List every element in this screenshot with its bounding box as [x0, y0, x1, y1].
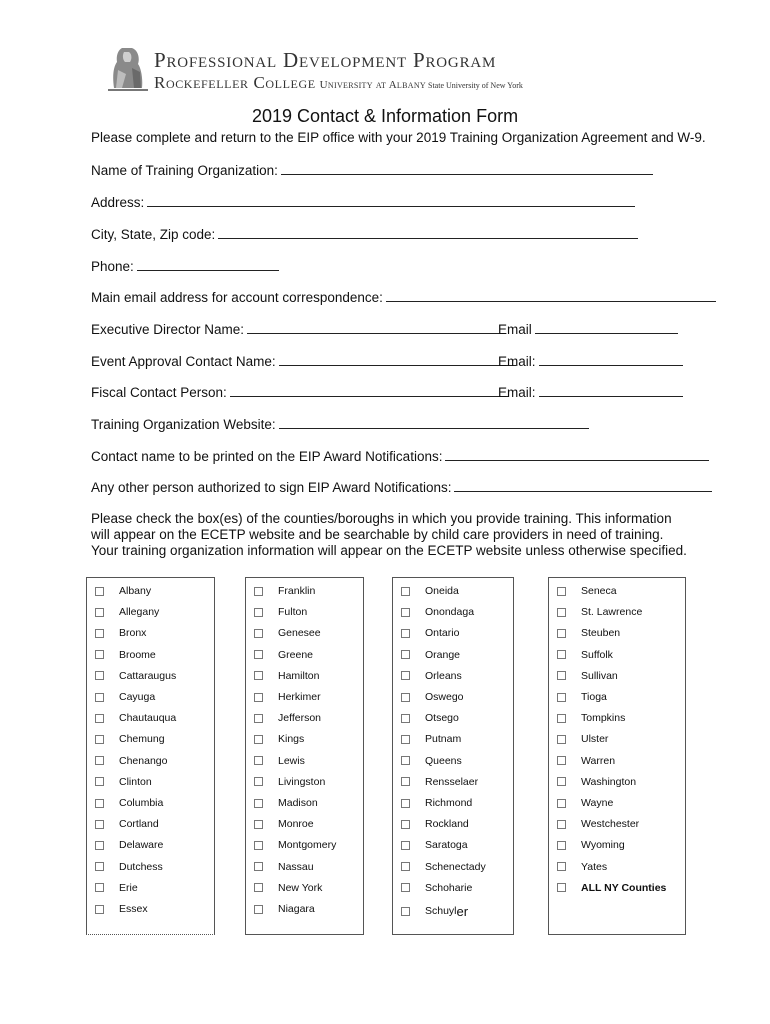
county-checkbox-item[interactable] — [254, 795, 318, 811]
county-label: Sullivan — [581, 669, 618, 682]
city-state-zip-label: City, State, Zip code: — [91, 227, 216, 242]
exec-director-label: Executive Director Name: — [91, 322, 245, 337]
checkbox[interactable] — [95, 650, 104, 659]
county-checkbox-item[interactable] — [401, 731, 461, 747]
award-contact-field — [91, 448, 709, 466]
checkbox[interactable] — [254, 693, 263, 702]
phone-line[interactable] — [137, 258, 279, 271]
phone-field — [91, 258, 279, 276]
checkbox[interactable] — [254, 756, 263, 765]
checkbox[interactable] — [401, 629, 410, 638]
county-label: Livingston — [278, 775, 326, 788]
suny-name: State University of New York — [428, 81, 523, 90]
checkbox[interactable] — [557, 587, 566, 596]
county-label: Niagara — [278, 903, 315, 915]
checkbox[interactable] — [95, 841, 104, 850]
checkbox[interactable] — [95, 905, 104, 914]
county-label: Warren — [581, 754, 616, 767]
checkbox[interactable] — [401, 883, 410, 892]
county-checkbox-item[interactable] — [95, 837, 163, 853]
main-email-field — [91, 289, 716, 307]
county-checkbox-item[interactable] — [557, 625, 620, 641]
checkbox[interactable] — [401, 650, 410, 659]
county-checkbox-item[interactable] — [254, 710, 321, 726]
county-checkbox-item[interactable] — [557, 647, 613, 663]
county-checkbox-item[interactable] — [401, 625, 459, 641]
fiscal-contact-field — [91, 384, 508, 402]
county-label: Erie — [119, 881, 138, 894]
event-email-line[interactable] — [539, 353, 683, 366]
county-checkbox-item[interactable] — [254, 689, 321, 705]
checkbox[interactable] — [557, 650, 566, 659]
fiscal-email-label: Email: — [498, 385, 536, 400]
county-column-3 — [392, 577, 514, 935]
county-label: Broome — [119, 648, 156, 661]
county-label: Putnam — [425, 733, 462, 746]
award-contact-line[interactable] — [445, 448, 709, 461]
county-checkbox-item[interactable] — [254, 837, 336, 853]
checkbox[interactable] — [557, 608, 566, 617]
county-checkbox-item[interactable] — [95, 647, 156, 663]
county-checkbox-item[interactable] — [557, 583, 617, 599]
county-checkbox-item[interactable] — [254, 668, 319, 684]
county-label: Dutchess — [119, 860, 163, 873]
county-checkbox-item[interactable] — [95, 774, 152, 790]
county-checkbox-item[interactable] — [95, 668, 176, 684]
county-label: Rockland — [425, 818, 469, 831]
checkbox[interactable] — [95, 587, 104, 596]
county-checkbox-item[interactable] — [254, 753, 305, 769]
checkbox[interactable] — [254, 714, 263, 723]
checkbox[interactable] — [401, 907, 410, 916]
program-logo — [108, 44, 538, 94]
other-signer-field — [91, 479, 712, 497]
county-checkbox-item[interactable] — [557, 710, 625, 726]
county-checkbox-item[interactable] — [254, 583, 315, 599]
county-label: Seneca — [581, 585, 617, 597]
address-line[interactable] — [147, 194, 635, 207]
checkbox[interactable] — [401, 777, 410, 786]
event-contact-field — [91, 353, 516, 371]
county-label-suffix: er — [456, 903, 469, 919]
county-checkbox-item[interactable] — [254, 774, 325, 790]
program-title: Professional Development Program — [154, 48, 497, 72]
checkbox[interactable] — [557, 777, 566, 786]
county-label: Madison — [278, 797, 318, 809]
county-checkbox-item[interactable] — [557, 880, 666, 896]
checkbox[interactable] — [254, 587, 263, 596]
county-checkbox-item[interactable] — [95, 710, 176, 726]
county-label: Schoharie — [425, 881, 473, 894]
county-checkbox-item[interactable] — [95, 795, 163, 811]
checkbox[interactable] — [254, 629, 263, 638]
county-label: Franklin — [278, 585, 316, 597]
event-contact-line[interactable] — [279, 353, 516, 366]
county-checkbox-item[interactable] — [557, 837, 625, 853]
college-name: Rockefeller College — [154, 73, 316, 92]
checkbox[interactable] — [401, 820, 410, 829]
checkbox[interactable] — [95, 883, 104, 892]
checkbox[interactable] — [401, 756, 410, 765]
main-email-line[interactable] — [386, 289, 716, 302]
checkbox[interactable] — [95, 820, 104, 829]
checkbox[interactable] — [254, 608, 263, 617]
county-checkbox-item[interactable] — [401, 859, 486, 875]
county-checkbox-item[interactable] — [557, 689, 607, 705]
county-checkbox-item[interactable] — [95, 604, 159, 620]
checkbox[interactable] — [557, 714, 566, 723]
event-email-field — [498, 353, 683, 369]
county-label: Oneida — [425, 585, 459, 597]
county-label: Albany — [119, 585, 152, 597]
checkbox[interactable] — [254, 862, 263, 871]
other-signer-label: Any other person authorized to sign EIP Award Notifications: — [91, 480, 452, 495]
county-label: Otsego — [425, 712, 459, 725]
event-contact-label: Event Approval Contact Name: — [91, 354, 276, 369]
county-label: Kings — [278, 733, 305, 746]
county-checkbox-item[interactable] — [254, 625, 321, 641]
county-checkbox-item[interactable] — [401, 668, 462, 684]
county-label: Tioga — [581, 691, 607, 703]
county-label: Columbia — [119, 797, 164, 809]
county-checkbox-item[interactable] — [557, 795, 613, 811]
county-checkbox-item[interactable] — [401, 795, 472, 811]
county-checkbox-item[interactable] — [557, 731, 608, 747]
county-checkbox-item[interactable] — [557, 604, 642, 620]
checkbox[interactable] — [254, 650, 263, 659]
counties-instructions: Please check the box(es) of the counties/boroughs in which you provide training. This information will appear on the ECETP website and be searchable by child care providers in need of training. Your training organization information will appear on the ECETP website unless otherwise specified. — [91, 511, 687, 558]
checkbox[interactable] — [95, 608, 104, 617]
exec-email-line[interactable] — [535, 321, 678, 334]
county-checkbox-item[interactable] — [254, 647, 313, 663]
county-label: Washington — [581, 775, 637, 788]
county-checkbox-item[interactable] — [95, 816, 159, 832]
form-title: 2019 Contact & Information Form — [251, 106, 519, 126]
county-checkbox-item[interactable] — [95, 583, 151, 599]
checkbox[interactable] — [557, 756, 566, 765]
county-checkbox-item[interactable] — [557, 859, 607, 875]
checkbox[interactable] — [95, 629, 104, 638]
county-checkbox-item[interactable] — [401, 710, 459, 726]
county-checkbox-item[interactable] — [254, 901, 315, 917]
county-label: Clinton — [119, 775, 152, 788]
county-label: Lewis — [278, 754, 305, 767]
county-checkbox-item[interactable] — [254, 859, 314, 875]
county-label: Schuyl — [425, 905, 457, 917]
county-label: Suffolk — [581, 648, 613, 661]
exec-email-field — [498, 321, 678, 337]
county-label: Cortland — [119, 818, 159, 831]
county-column-1 — [86, 577, 215, 935]
award-contact-label: Contact name to be printed on the EIP Award Notifications: — [91, 449, 443, 464]
website-field — [91, 416, 589, 434]
checkbox[interactable] — [254, 799, 263, 808]
rockefeller-statue-icon — [108, 44, 148, 92]
checkbox[interactable] — [254, 820, 263, 829]
college-line — [154, 73, 523, 93]
county-label: Chenango — [119, 754, 168, 767]
county-column-2 — [245, 577, 364, 935]
form-instructions: Please complete and return to the EIP office with your 2019 Training Organization Agreement and W-9. — [91, 130, 706, 145]
phone-label: Phone: — [91, 259, 134, 274]
checkbox[interactable] — [95, 693, 104, 702]
county-label: Chemung — [119, 733, 165, 746]
county-checkbox-item[interactable] — [401, 583, 459, 599]
county-label: Rensselaer — [425, 775, 479, 788]
county-checkbox-item[interactable] — [254, 880, 322, 896]
checkbox[interactable] — [557, 671, 566, 680]
checkbox[interactable] — [401, 587, 410, 596]
city-state-zip-field — [91, 226, 638, 244]
county-label: Schenectady — [425, 860, 486, 873]
county-checkbox-item[interactable] — [401, 816, 469, 832]
county-checkbox-item[interactable] — [557, 668, 618, 684]
exec-director-field — [91, 321, 504, 339]
checkbox[interactable] — [401, 735, 410, 744]
county-column-4 — [548, 577, 686, 935]
org-name-line[interactable] — [281, 162, 653, 175]
checkbox[interactable] — [254, 841, 263, 850]
checkbox[interactable] — [401, 671, 410, 680]
county-checkbox-item[interactable] — [95, 901, 148, 917]
event-email-label: Email: — [498, 354, 536, 369]
county-checkbox-item[interactable] — [401, 774, 478, 790]
county-checkbox-item[interactable] — [401, 880, 472, 896]
county-label: St. Lawrence — [581, 606, 643, 619]
checkbox[interactable] — [557, 820, 566, 829]
county-label: Yates — [581, 860, 608, 873]
county-checkbox-item[interactable] — [254, 816, 314, 832]
checkbox[interactable] — [557, 799, 566, 808]
county-checkbox-item[interactable] — [95, 625, 146, 641]
county-label: Essex — [119, 903, 148, 915]
county-label: Steuben — [581, 627, 621, 640]
county-label: Bronx — [119, 627, 147, 640]
county-label: Richmond — [425, 797, 473, 809]
checkbox[interactable] — [254, 905, 263, 914]
county-label: Westchester — [581, 818, 640, 831]
org-name-field — [91, 162, 653, 180]
fiscal-email-field — [498, 384, 683, 400]
checkbox[interactable] — [95, 756, 104, 765]
county-checkbox-item[interactable] — [401, 903, 468, 919]
fiscal-contact-label: Fiscal Contact Person: — [91, 385, 227, 400]
county-checkbox-item[interactable] — [95, 731, 165, 747]
checkbox[interactable] — [95, 714, 104, 723]
county-label: Delaware — [119, 839, 164, 852]
checkbox[interactable] — [95, 735, 104, 744]
county-checkbox-item[interactable] — [95, 689, 155, 705]
checkbox[interactable] — [254, 671, 263, 680]
checkbox[interactable] — [254, 735, 263, 744]
checkbox[interactable] — [557, 883, 566, 892]
fiscal-contact-line[interactable] — [230, 384, 508, 397]
county-checkbox-item[interactable] — [95, 859, 163, 875]
county-label: Onondaga — [425, 606, 475, 619]
checkbox[interactable] — [95, 671, 104, 680]
county-checkbox-item[interactable] — [557, 774, 636, 790]
checkbox[interactable] — [254, 883, 263, 892]
checkbox[interactable] — [95, 799, 104, 808]
checkbox[interactable] — [401, 841, 410, 850]
checkbox[interactable] — [557, 693, 566, 702]
checkbox[interactable] — [557, 735, 566, 744]
county-checkbox-item[interactable] — [401, 753, 462, 769]
checkbox[interactable] — [557, 629, 566, 638]
org-name-label: Name of Training Organization: — [91, 163, 278, 178]
county-label: Monroe — [278, 818, 314, 831]
county-label: Cayuga — [119, 691, 156, 703]
county-label: Oswego — [425, 691, 464, 703]
county-label: Jefferson — [278, 712, 321, 725]
county-checkbox-item[interactable] — [401, 689, 464, 705]
county-label: Herkimer — [278, 691, 321, 703]
checkbox[interactable] — [557, 841, 566, 850]
exec-director-line[interactable] — [247, 321, 504, 334]
main-email-label: Main email address for account correspondence: — [91, 290, 383, 305]
other-signer-line[interactable] — [454, 479, 712, 492]
county-checkbox-item[interactable] — [557, 816, 639, 832]
checkbox[interactable] — [401, 608, 410, 617]
county-label: Orleans — [425, 669, 462, 682]
checkbox[interactable] — [95, 862, 104, 871]
county-label: Nassau — [278, 860, 314, 873]
county-label: Greene — [278, 648, 314, 661]
checkbox[interactable] — [95, 777, 104, 786]
county-checkbox-item[interactable] — [401, 837, 468, 853]
checkbox[interactable] — [401, 714, 410, 723]
checkbox[interactable] — [401, 799, 410, 808]
checkbox[interactable] — [557, 862, 566, 871]
checkbox[interactable] — [401, 693, 410, 702]
city-state-zip-line[interactable] — [218, 226, 638, 239]
checkbox[interactable] — [401, 862, 410, 871]
county-label: Ontario — [425, 627, 460, 640]
county-checkbox-item[interactable] — [95, 753, 167, 769]
county-label: Orange — [425, 648, 461, 661]
address-label: Address: — [91, 195, 145, 210]
county-label: Saratoga — [425, 839, 468, 852]
county-label: Queens — [425, 754, 462, 767]
county-checkbox-item[interactable] — [557, 753, 615, 769]
county-label: Wyoming — [581, 839, 625, 852]
county-label: Genesee — [278, 627, 321, 640]
website-line[interactable] — [279, 416, 589, 429]
county-label: Ulster — [581, 733, 609, 746]
university-name: University at Albany — [319, 79, 426, 91]
exec-email-label: Email — [498, 322, 532, 337]
county-label: Hamilton — [278, 669, 320, 682]
county-label: Wayne — [581, 797, 614, 809]
address-field — [91, 194, 635, 212]
county-label: Cattaraugus — [119, 669, 177, 682]
checkbox[interactable] — [254, 777, 263, 786]
county-label: Fulton — [278, 606, 308, 619]
website-label: Training Organization Website: — [91, 417, 276, 432]
county-label: ALL NY Counties — [581, 881, 667, 894]
county-checkbox-item[interactable] — [401, 604, 474, 620]
county-label: New York — [278, 881, 323, 894]
fiscal-email-line[interactable] — [539, 384, 683, 397]
county-label: Chautauqua — [119, 712, 177, 725]
county-checkbox-item[interactable] — [254, 731, 304, 747]
county-label: Allegany — [119, 606, 160, 619]
county-label: Montgomery — [278, 839, 337, 852]
county-label: Tompkins — [581, 712, 626, 725]
county-checkbox-item[interactable] — [401, 647, 460, 663]
county-checkbox-item[interactable] — [95, 880, 138, 896]
county-checkbox-item[interactable] — [254, 604, 307, 620]
